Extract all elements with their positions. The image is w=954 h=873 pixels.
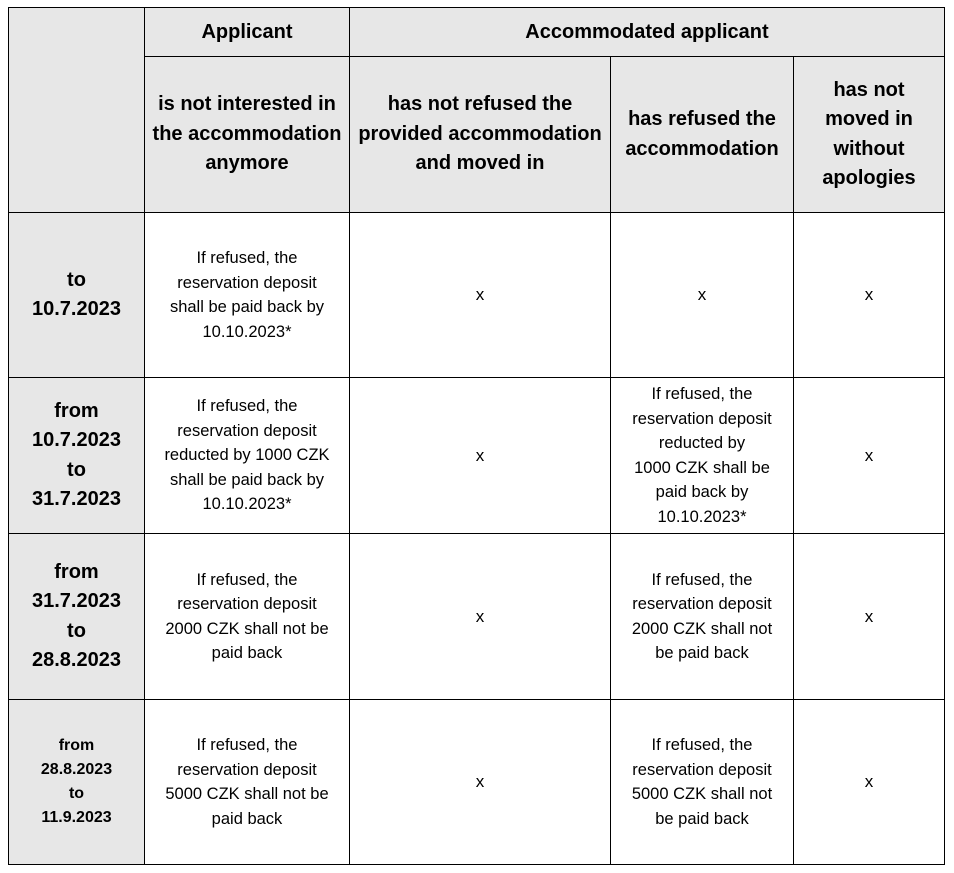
cell-line: reducted by — [658, 434, 746, 452]
table-row — [9, 534, 945, 700]
cell-line: If refused, the — [651, 385, 753, 403]
not-moved-in-cell: x — [794, 213, 945, 378]
cell-line: reservation deposit — [632, 595, 772, 613]
cell-line: If refused, the — [196, 397, 298, 416]
cell-line: paid back by — [655, 483, 749, 501]
subheader-not-interested: is not interested in the accommodation anymore — [145, 57, 350, 213]
cell-line: If refused, the — [196, 736, 298, 754]
cell-line: paid back — [211, 809, 283, 828]
refused-cell — [611, 378, 794, 534]
cell-line: be paid back — [655, 809, 749, 828]
not-interested-cell — [145, 378, 350, 534]
cell-line: reservation deposit — [177, 273, 317, 292]
period-line: 31.7.2023 — [32, 590, 121, 612]
not-moved-in-cell: x — [794, 378, 945, 534]
refused-cell — [611, 700, 794, 865]
header-row — [9, 8, 945, 57]
cell-line: reservation deposit — [632, 760, 772, 779]
cell-line: shall be paid back by — [169, 470, 325, 489]
table-row — [9, 700, 945, 865]
period-line: 31.7.2023 — [32, 488, 121, 510]
not-moved-in-cell: x — [794, 700, 945, 865]
cell-line: If refused, the — [196, 249, 298, 267]
period-line: 28.8.2023 — [32, 649, 121, 671]
subheader-refused: has refused the accommodation — [611, 57, 794, 213]
cell-line: If refused, the — [651, 570, 753, 589]
moved-in-cell: x — [350, 213, 611, 378]
cell-line: 1000 CZK shall be — [634, 458, 770, 477]
moved-in-cell: x — [350, 700, 611, 865]
period-line: 10.7.2023 — [32, 429, 121, 451]
cell-line: reservation deposit — [177, 595, 317, 613]
cell-line: 10.10.2023* — [202, 322, 292, 341]
cell-line: be paid back — [655, 644, 749, 662]
corner-empty-cell — [9, 8, 145, 213]
moved-in-cell: x — [350, 378, 611, 534]
period-line: from — [54, 560, 99, 583]
period-line: 28.8.2023 — [40, 761, 113, 778]
period-cell — [9, 378, 145, 534]
subheader-moved-in: has not refused the provided accommodation and moved in — [350, 57, 611, 213]
period-line: to — [67, 268, 86, 291]
cell-line: reducted by 1000 CZK — [164, 446, 330, 465]
cell-line: 10.10.2023* — [202, 495, 292, 514]
cell-line: 2000 CZK shall not — [631, 619, 773, 638]
cell-line: If refused, the — [196, 570, 298, 589]
period-line: to — [68, 785, 85, 802]
period-line: to — [67, 458, 86, 481]
not-interested-cell — [145, 534, 350, 700]
moved-in-cell: x — [350, 534, 611, 700]
cell-line: reservation deposit — [177, 760, 317, 779]
cell-line: If refused, the — [651, 736, 753, 754]
not-interested-cell — [145, 700, 350, 865]
cell-line: 10.10.2023* — [657, 507, 747, 526]
cell-line: reservation deposit — [632, 409, 772, 428]
period-line: to — [67, 619, 86, 642]
cell-line: paid back — [211, 644, 283, 662]
accommodated-applicant-header: Accommodated applicant — [350, 8, 945, 57]
period-cell — [9, 700, 145, 865]
applicant-header: Applicant — [145, 8, 350, 57]
period-line: from — [54, 399, 99, 422]
cell-line: reservation deposit — [177, 421, 317, 440]
refused-cell: x — [611, 213, 794, 378]
cell-line: 2000 CZK shall not be — [165, 619, 329, 638]
cell-line: shall be paid back by — [169, 298, 325, 316]
period-cell — [9, 213, 145, 378]
table-row — [9, 378, 945, 534]
refused-cell — [611, 534, 794, 700]
deposit-policy-table — [8, 7, 945, 865]
period-line: from — [58, 737, 95, 754]
cell-line: 5000 CZK shall not be — [165, 785, 329, 803]
period-line: 11.9.2023 — [41, 809, 112, 826]
subheader-row — [9, 57, 945, 213]
not-moved-in-cell: x — [794, 534, 945, 700]
cell-line: 5000 CZK shall not — [631, 785, 773, 803]
subheader-not-moved-in: has not moved in without apologies — [794, 57, 945, 213]
not-interested-cell — [145, 213, 350, 378]
period-cell — [9, 534, 145, 700]
period-line: 10.7.2023 — [32, 298, 121, 320]
table-row — [9, 213, 945, 378]
